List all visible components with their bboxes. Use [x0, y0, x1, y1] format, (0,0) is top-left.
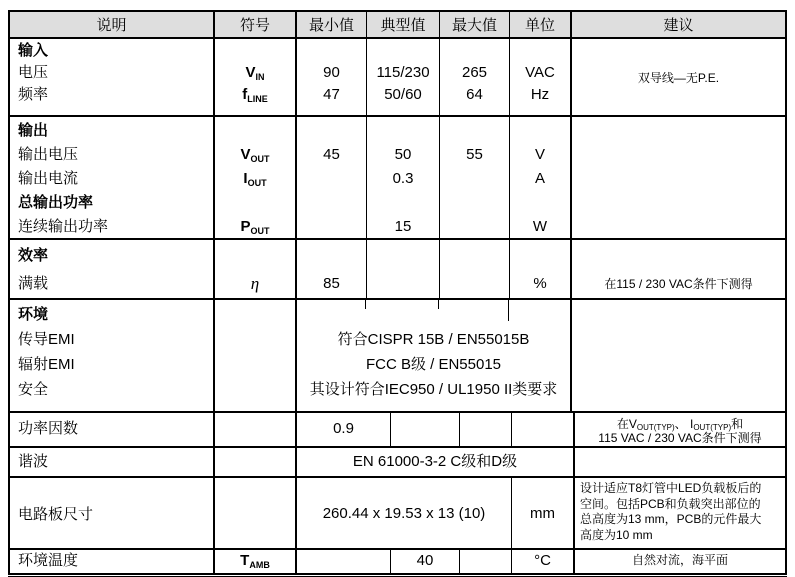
ambient-label-cell [10, 550, 215, 573]
input-labels-cell [10, 39, 215, 115]
frequency-symbol: $f_{LINE}$ [242, 86, 268, 104]
power-factor-max-cell [460, 413, 512, 446]
efficiency-typ-cell [367, 240, 440, 298]
header-label-unit: 单位 [524, 17, 555, 34]
output-max-cell [440, 117, 510, 238]
section-input [10, 39, 785, 117]
power-factor-label-cell [10, 413, 215, 446]
voltage-symbol: $V_{IN}$ [245, 64, 265, 82]
efficiency-advice: 在115 / 230 VAC条件下测得 [604, 277, 753, 291]
conducted-emi-label: 传导EMI [18, 331, 75, 348]
input-section-title: 输入 [18, 42, 49, 59]
pcb-label-cell [10, 478, 215, 548]
output-section-title: 输出 [18, 122, 49, 139]
ambient-advice: 自然对流，海平面 [631, 553, 728, 567]
harmonics-label-cell [10, 448, 215, 476]
full-load-label: 满载 [18, 275, 49, 292]
pcb-advice-line: 高度为10 mm [580, 527, 653, 542]
power-factor-advice-line1: 在VOUT(TYP)、 IOUT(TYP)和 [616, 417, 744, 432]
frequency-min: 47 [323, 86, 340, 103]
header-label-max: 最大值 [451, 17, 497, 34]
voltage-min: 90 [323, 64, 340, 81]
section-environment [10, 300, 785, 413]
output-advice-cell [572, 117, 785, 238]
input-advice-cell [572, 39, 785, 115]
header-cell-min [297, 12, 367, 37]
output-unit-cell [510, 117, 572, 238]
power-factor-min: 0.9 [333, 420, 354, 437]
efficiency-min-cell [297, 240, 367, 298]
pout-symbol: $P_{OUT}$ [240, 218, 270, 236]
ambient-typ: 40 [416, 552, 434, 569]
pout-unit: W [532, 218, 548, 235]
environment-advice-cell [572, 300, 785, 411]
power-factor-advice-cell [575, 413, 785, 446]
input-advice: 双导线—无P.E. [637, 71, 720, 85]
iout-typ: 0.3 [392, 170, 414, 187]
efficiency-section-title: 效率 [18, 247, 49, 264]
header-label-desc: 说明 [96, 17, 127, 34]
column-divider-stub [508, 300, 509, 321]
efficiency-symbol-cell [215, 240, 297, 298]
pcb-unit: mm [530, 504, 555, 522]
pcb-symbol-cell [215, 478, 297, 548]
input-min-cell [297, 39, 367, 115]
ambient-max-cell [460, 550, 512, 573]
row-power-factor [10, 413, 785, 448]
frequency-max: 64 [466, 86, 483, 103]
vout-max: 55 [466, 146, 483, 163]
ambient-advice-cell [575, 550, 785, 573]
pcb-advice-line: 空间。包括PCB和负载突出部位的 [580, 496, 761, 511]
header-cell-advice [572, 12, 785, 37]
vout-typ: 50 [394, 146, 412, 163]
safety-label: 安全 [18, 381, 49, 398]
ambient-symbol: $T_{AMB}$ [240, 552, 270, 570]
vout-symbol: $V_{OUT}$ [240, 146, 270, 164]
efficiency-unit-cell [510, 240, 572, 298]
voltage-typ: 115/230 [376, 64, 430, 81]
iout-label: 输出电流 [18, 170, 79, 187]
column-divider-stub [365, 300, 366, 309]
environment-labels-cell [10, 300, 215, 411]
header-cell-unit [510, 12, 572, 37]
spec-table [8, 10, 787, 575]
ambient-unit-cell [512, 550, 575, 573]
pcb-value-cell [297, 478, 512, 548]
efficiency-max-cell [440, 240, 510, 298]
header-label-min: 最小值 [308, 17, 354, 34]
ambient-symbol-cell [215, 550, 297, 573]
ambient-unit: °C [534, 552, 551, 569]
ambient-min-cell [297, 550, 391, 573]
frequency-typ: 50/60 [384, 86, 422, 103]
harmonics-symbol-cell [215, 448, 297, 476]
header-cell-max [440, 12, 510, 37]
ambient-typ-cell [391, 550, 460, 573]
pcb-advice-cell [575, 478, 785, 548]
iout-unit: A [534, 170, 545, 187]
pcb-advice-line: 总高度为13 mm，PCB的元件最大 [580, 512, 762, 526]
power-factor-unit-cell [512, 413, 575, 446]
output-typ-cell [367, 117, 440, 238]
harmonics-label: 谐波 [18, 453, 49, 470]
vout-label: 输出电压 [18, 146, 79, 163]
header-label-symbol: 符号 [239, 17, 270, 34]
pcb-unit-cell [512, 478, 575, 548]
section-output [10, 117, 785, 240]
eta-symbol: η [250, 274, 260, 293]
total-power-label: 总输出功率 [18, 194, 94, 211]
efficiency-min: 85 [323, 275, 340, 292]
row-pcb-dimensions [10, 478, 785, 550]
radiated-emi-label: 辐射EMI [18, 356, 75, 373]
frequency-label: 频率 [18, 86, 49, 103]
pout-typ: 15 [394, 218, 412, 235]
voltage-label: 电压 [18, 64, 49, 81]
safety-value: 其设计符合IEC950 / UL1950 II类要求 [309, 381, 558, 398]
header-cell-symbol [215, 12, 297, 37]
efficiency-advice-cell [572, 240, 785, 298]
power-factor-min-cell [297, 413, 391, 446]
input-max-cell [440, 39, 510, 115]
column-divider-stub [438, 300, 439, 309]
harmonics-merged-cell [297, 448, 575, 476]
power-factor-symbol-cell [215, 413, 297, 446]
environment-section-title: 环境 [18, 306, 49, 323]
pcb-label: 电路板尺寸 [18, 505, 94, 523]
voltage-unit: VAC [525, 64, 555, 81]
environment-merged-cell [297, 300, 572, 411]
iout-symbol: $I_{OUT}$ [243, 170, 267, 188]
power-factor-typ-cell [391, 413, 460, 446]
efficiency-labels-cell [10, 240, 215, 298]
header-label-advice: 建议 [663, 17, 694, 34]
output-symbol-cell [215, 117, 297, 238]
input-symbol-cell [215, 39, 297, 115]
power-factor-advice-line2: 115 VAC / 230 VAC条件下测得 [598, 431, 762, 445]
header-cell-typ [367, 12, 440, 37]
environment-symbol-cell [215, 300, 297, 411]
table-header-row [10, 12, 785, 39]
radiated-emi-value: FCC B级 / EN55015 [365, 356, 502, 373]
pcb-dimensions-value: 260.44 x 19.53 x 13 (10) [322, 504, 486, 522]
header-cell-desc [10, 12, 215, 37]
input-unit-cell [510, 39, 572, 115]
conducted-emi-value: 符合CISPR 15B / EN55015B [337, 331, 530, 348]
input-typ-cell [367, 39, 440, 115]
row-harmonics [10, 448, 785, 478]
header-label-typ: 典型值 [380, 17, 426, 34]
pcb-advice-line: 设计适应T8灯管中LED负载板后的 [580, 481, 762, 495]
output-labels-cell [10, 117, 215, 238]
harmonics-advice-cell [575, 448, 785, 476]
vout-min: 45 [323, 146, 340, 163]
frequency-unit: Hz [530, 86, 550, 103]
output-min-cell [297, 117, 367, 238]
voltage-max: 265 [461, 64, 488, 81]
ambient-label: 环境温度 [18, 552, 79, 569]
row-ambient-temperature [10, 550, 785, 573]
section-efficiency [10, 240, 785, 300]
power-factor-label: 功率因数 [18, 420, 79, 437]
vout-unit: V [534, 146, 545, 163]
harmonics-value: EN 61000-3-2 C级和D级 [352, 453, 518, 470]
pout-label: 连续输出功率 [18, 218, 109, 235]
efficiency-unit: % [533, 275, 547, 292]
